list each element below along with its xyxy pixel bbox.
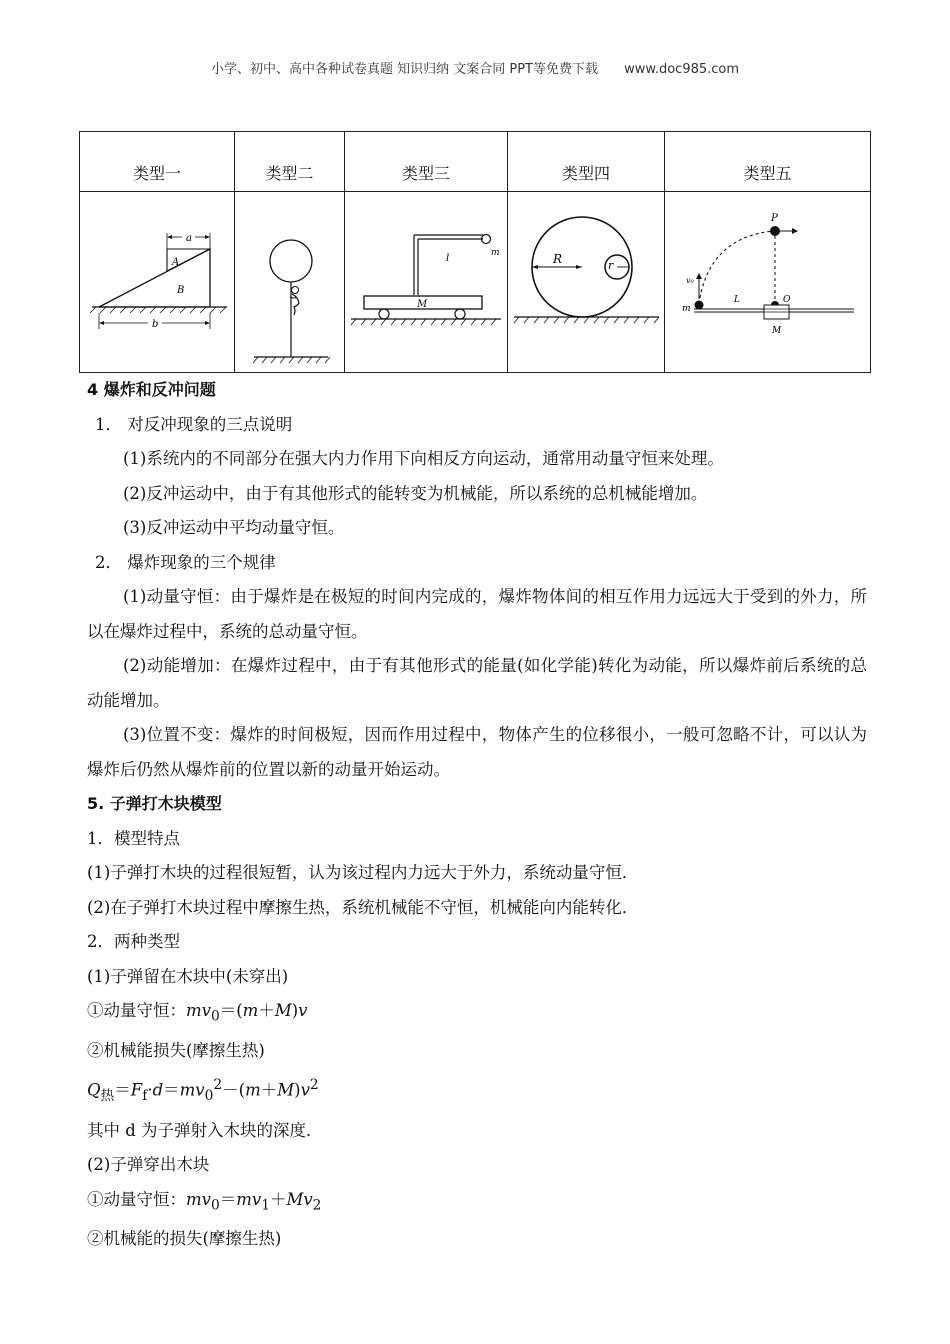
sec5-type2-momentum: ①动量守恒：$mv_0=mv_1+Mv_2$ [87,1189,322,1213]
sec5-part1-title: 1．模型特点 [87,828,180,848]
sec5-part1-item-2: (2)在子弹打木块过程中摩擦生热，系统机械能不守恒，机械能向内能转化． [87,897,639,917]
sec5-type1-energy-title: ②机械能损失(摩擦生热) [87,1040,265,1060]
fig-cart-pendulum-cell [345,192,508,373]
sec5-depth-note: 其中 d 为子弹射入木块的深度． [87,1120,323,1140]
sec5-type2-energy-title: ②机械能的损失(摩擦生热) [87,1229,282,1249]
fig-projectile-cell [665,192,871,373]
header-url[interactable]: www.doc985.com [624,62,740,77]
label-r: r [607,258,613,272]
sec5-type2-title: (2)子弹穿出木块 [87,1155,210,1175]
type-4-header: 类型四 [508,132,665,192]
label-l: l [446,252,450,264]
label-M-cart: M [417,298,428,310]
q-subscript: 热 [100,1088,115,1105]
sec5-part1-item-1: (1)子弹打木块的过程很短暂，认为该过程内力远大于外力，系统动量守恒． [87,863,639,882]
sec4-sub2-item-1: (1)动量守恒：由于爆炸是在极短的时间内完成的，爆炸物体间的相互作用力远远大于受到的外力，所以在爆炸过程中，系统的总动量守恒。 [87,587,867,641]
header-text: 小学、初中、高中各种试卷真题 知识归纳 文案合同 PPT等免费下载 [210,62,598,77]
sec4-sub2-item-3: (3)位置不变：爆炸的时间极短，因而作用过程中，物体产生的位移很小，一般可忽略不计，可以认为爆炸后仍然从爆炸前的位置以新的动量开始运动。 [87,725,867,779]
ff-subscript: f [142,1088,148,1105]
momentum-label-1: ①动量守恒： [87,1001,186,1020]
type-2-header: 类型二 [235,132,345,192]
type-3-header: 类型三 [345,132,508,192]
momentum-label-2: ①动量守恒： [87,1189,186,1209]
label-a: a [186,232,192,244]
sec4-sub1-item-1: (1)系统内的不同部分在强大内力作用下向相反方向运动，通常用动量守恒来处理。 [123,449,724,468]
sec5-type1-title: (1)子弹留在木块中(未穿出) [87,966,289,986]
sec5-type1-momentum: ①动量守恒：$mv_0=(m+M)v$ [87,1001,308,1025]
sec5-part2-title: 2．两种类型 [87,932,180,951]
sec5-type1-heat-formula: $Q_热=F_f\cdot d=mv_0^2-(m+M)v^2$ [87,1077,319,1105]
table-header-row [80,132,871,192]
incline-diagram [82,193,232,368]
section-5-title: 5. 子弹打木块模型 [87,794,222,813]
label-B: B [177,284,185,296]
page-header [0,58,950,77]
label-A: A [172,256,180,268]
label-b: b [152,318,159,330]
sec4-sub2-item-2: (2)动能增加：在爆炸过程中，由于有其他形式的能量(如化学能)转化为动能，所以爆炸前后系统的总动能增加。 [87,656,867,710]
fig-incline-cell [80,192,235,373]
sec4-sub1-item-3: (3)反冲运动中平均动量守恒。 [123,518,345,537]
sphere-inner-sphere-diagram [509,193,664,368]
label-R: R [552,251,562,266]
main-content [87,373,867,1257]
sec4-sub1-item-2: (2)反冲运动中，由于有其他形式的能转变为机械能，所以系统的总机械能增加。 [123,483,708,503]
label-m-ball: m [681,303,691,314]
balloon-rope-diagram [236,193,344,368]
type-1-header: 类型一 [80,132,235,192]
type-5-header: 类型五 [665,132,871,192]
table-figure-row [80,192,871,373]
section-4-title: 4 爆炸和反冲问题 [87,380,216,399]
label-P: P [770,212,778,224]
label-O: O [782,294,790,305]
fig-rope-balloon-cell [235,192,345,373]
sec4-sub2-title: 2． 爆炸现象的三个规律 [95,552,276,572]
cart-pendulum-diagram [346,193,506,368]
label-L: L [733,294,740,305]
label-m-bob: m [491,247,500,258]
label-v0: v₀ [685,275,694,285]
sec4-sub1-title: 1． 对反冲现象的三点说明 [95,414,293,434]
model-types-table [79,131,871,373]
projectile-diagram [668,193,868,368]
fig-sphere-cell [508,192,665,373]
label-M-block: M [771,325,781,336]
